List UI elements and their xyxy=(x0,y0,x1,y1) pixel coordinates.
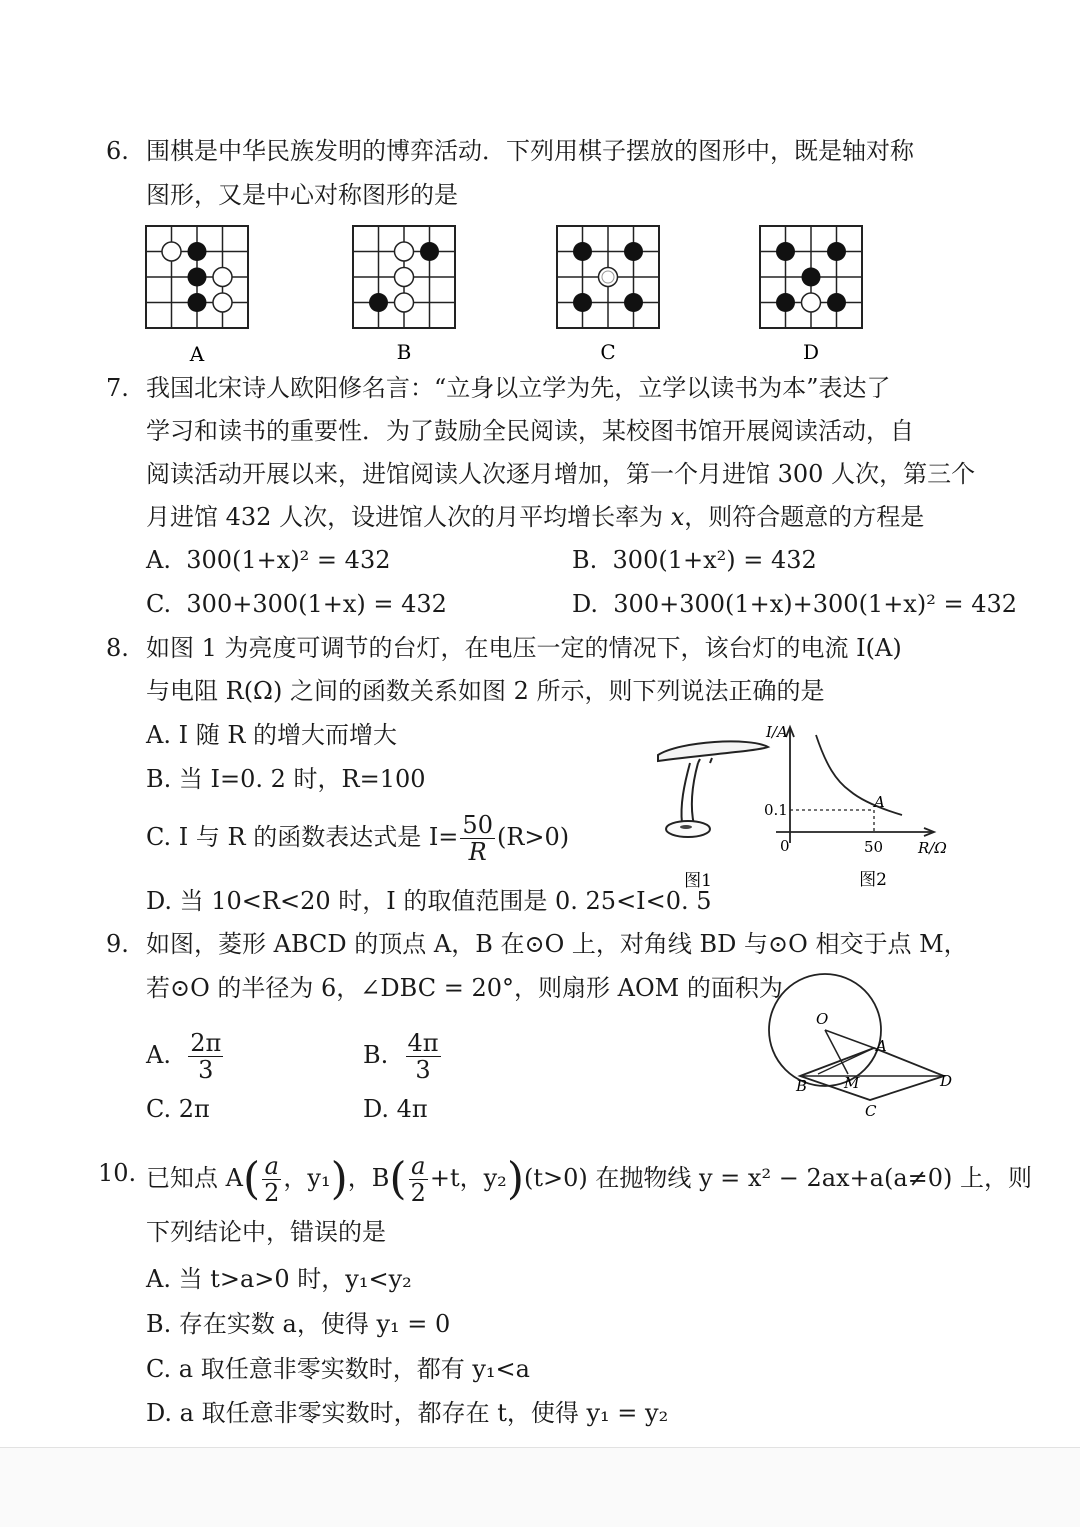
page-footer-band xyxy=(0,1448,1080,1527)
board-a-label: A xyxy=(189,342,205,366)
q8-option-d: D. 当 10<R<20 时，I 的取值范围是 0. 25<I<0. 5 xyxy=(146,887,712,915)
fig1-caption: 图1 xyxy=(684,871,712,891)
q10-option-c: C. a 取任意非零实数时，都有 y₁<a xyxy=(146,1355,530,1383)
label-d: D xyxy=(940,1072,953,1090)
board-d xyxy=(760,226,862,328)
inverse-function-graph xyxy=(764,723,947,857)
q9-option-b: B. $\frac{4\pi}{3}$ xyxy=(363,1029,439,1084)
q9-line1: 如图，菱形 ABCD 的顶点 A，B 在⊙O 上，对角线 BD 与⊙O 相交于点 M， xyxy=(146,930,968,958)
q8-line2: 与电阻 R(Ω) 之间的函数关系如图 2 所示，则下列说法正确的是 xyxy=(146,677,825,705)
board-a xyxy=(146,226,248,328)
q10-option-d: D. a 取任意非零实数时，都存在 t，使得 y₁ = y₂ xyxy=(146,1399,669,1427)
label-b: B xyxy=(796,1077,808,1095)
q7-line4: 月进馆 432 人次，设进馆人次的月平均增长率为 x，则符合题意的方程是 xyxy=(146,503,925,531)
q10-number: 10. xyxy=(98,1159,137,1187)
q9-line2: 若⊙O 的半径为 6，∠DBC = 20°，则扇形 AOM 的面积为 xyxy=(146,974,783,1002)
graph-y-axis-label: I/A xyxy=(766,723,788,741)
q8-option-c: C. I 与 R 的函数表达式是 I= $\frac{50}{R}$ (R>0) xyxy=(146,811,570,866)
board-b xyxy=(353,226,455,328)
desk-lamp-icon xyxy=(658,741,768,837)
label-m: M xyxy=(844,1074,860,1092)
q8-option-a: A. I 随 R 的增大而增大 xyxy=(146,721,398,749)
q6-number: 6. xyxy=(106,137,129,165)
board-c xyxy=(557,226,659,328)
q7-option-b: B. 300(1+x²) = 432 xyxy=(572,546,817,574)
q7-option-c: C. 300+300(1+x) = 432 xyxy=(146,590,447,618)
q6-line2: 图形，又是中心对称图形的是 xyxy=(146,181,458,209)
q10-line2: 下列结论中，错误的是 xyxy=(146,1218,386,1246)
graph-x-tick: 50 xyxy=(864,838,884,856)
q10-option-a: A. 当 t>a>0 时，y₁<y₂ xyxy=(146,1265,412,1293)
q6-go-boards xyxy=(0,0,1080,380)
label-c: C xyxy=(865,1102,877,1120)
graph-x-axis-label: R/Ω xyxy=(918,839,947,857)
q8-number: 8. xyxy=(106,634,129,662)
graph-origin-label: 0 xyxy=(780,837,790,855)
board-b-label: B xyxy=(396,340,412,364)
q9-option-c: C. 2π xyxy=(146,1095,210,1123)
q9-option-a: A. $\frac{2\pi}{3}$ xyxy=(146,1029,222,1084)
q7-line2: 学习和读书的重要性．为了鼓励全民阅读，某校图书馆开展阅读活动，自 xyxy=(146,417,914,445)
q10-line1: 已知点 A( $\frac{a}{2}$ ，y₁)，B( $\frac{a}{2}$ +t，y₂)(t>0) 在抛物线 y = x² − 2ax+a(a≠0) 上，则 xyxy=(146,1152,1033,1207)
fig2-caption: 图2 xyxy=(859,870,887,890)
q8-line1: 如图 1 为亮度可调节的台灯，在电压一定的情况下，该台灯的电流 I(A) xyxy=(146,634,902,662)
q9-option-d: D. 4π xyxy=(363,1095,428,1123)
q10-option-b: B. 存在实数 a，使得 y₁ = 0 xyxy=(146,1310,451,1338)
q8-figures xyxy=(640,715,970,895)
q9-number: 9. xyxy=(106,930,129,958)
q7-line1: 我国北宋诗人欧阳修名言：“立身以立学为先，立学以读书为本”表达了 xyxy=(146,374,891,402)
q7-option-d: D. 300+300(1+x)+300(1+x)² = 432 xyxy=(572,590,1018,618)
graph-point-a: A xyxy=(874,793,885,811)
q7-number: 7. xyxy=(106,374,129,402)
graph-y-tick: 0.1 xyxy=(764,801,788,819)
q8-option-b: B. 当 I=0. 2 时，R=100 xyxy=(146,765,426,793)
board-d-label: D xyxy=(802,340,820,364)
q9-rhombus-circle-figure xyxy=(760,968,970,1123)
q7-line3: 阅读活动开展以来，进馆阅读人次逐月增加，第一个月进馆 300 人次，第三个 xyxy=(146,460,976,488)
q7-option-a: A. 300(1+x)² = 432 xyxy=(146,546,391,574)
label-a: A xyxy=(876,1037,887,1055)
label-o: O xyxy=(816,1010,829,1028)
board-c-label: C xyxy=(600,340,616,364)
q6-line1: 围棋是中华民族发明的博弈活动．下列用棋子摆放的图形中，既是轴对称 xyxy=(146,137,914,165)
